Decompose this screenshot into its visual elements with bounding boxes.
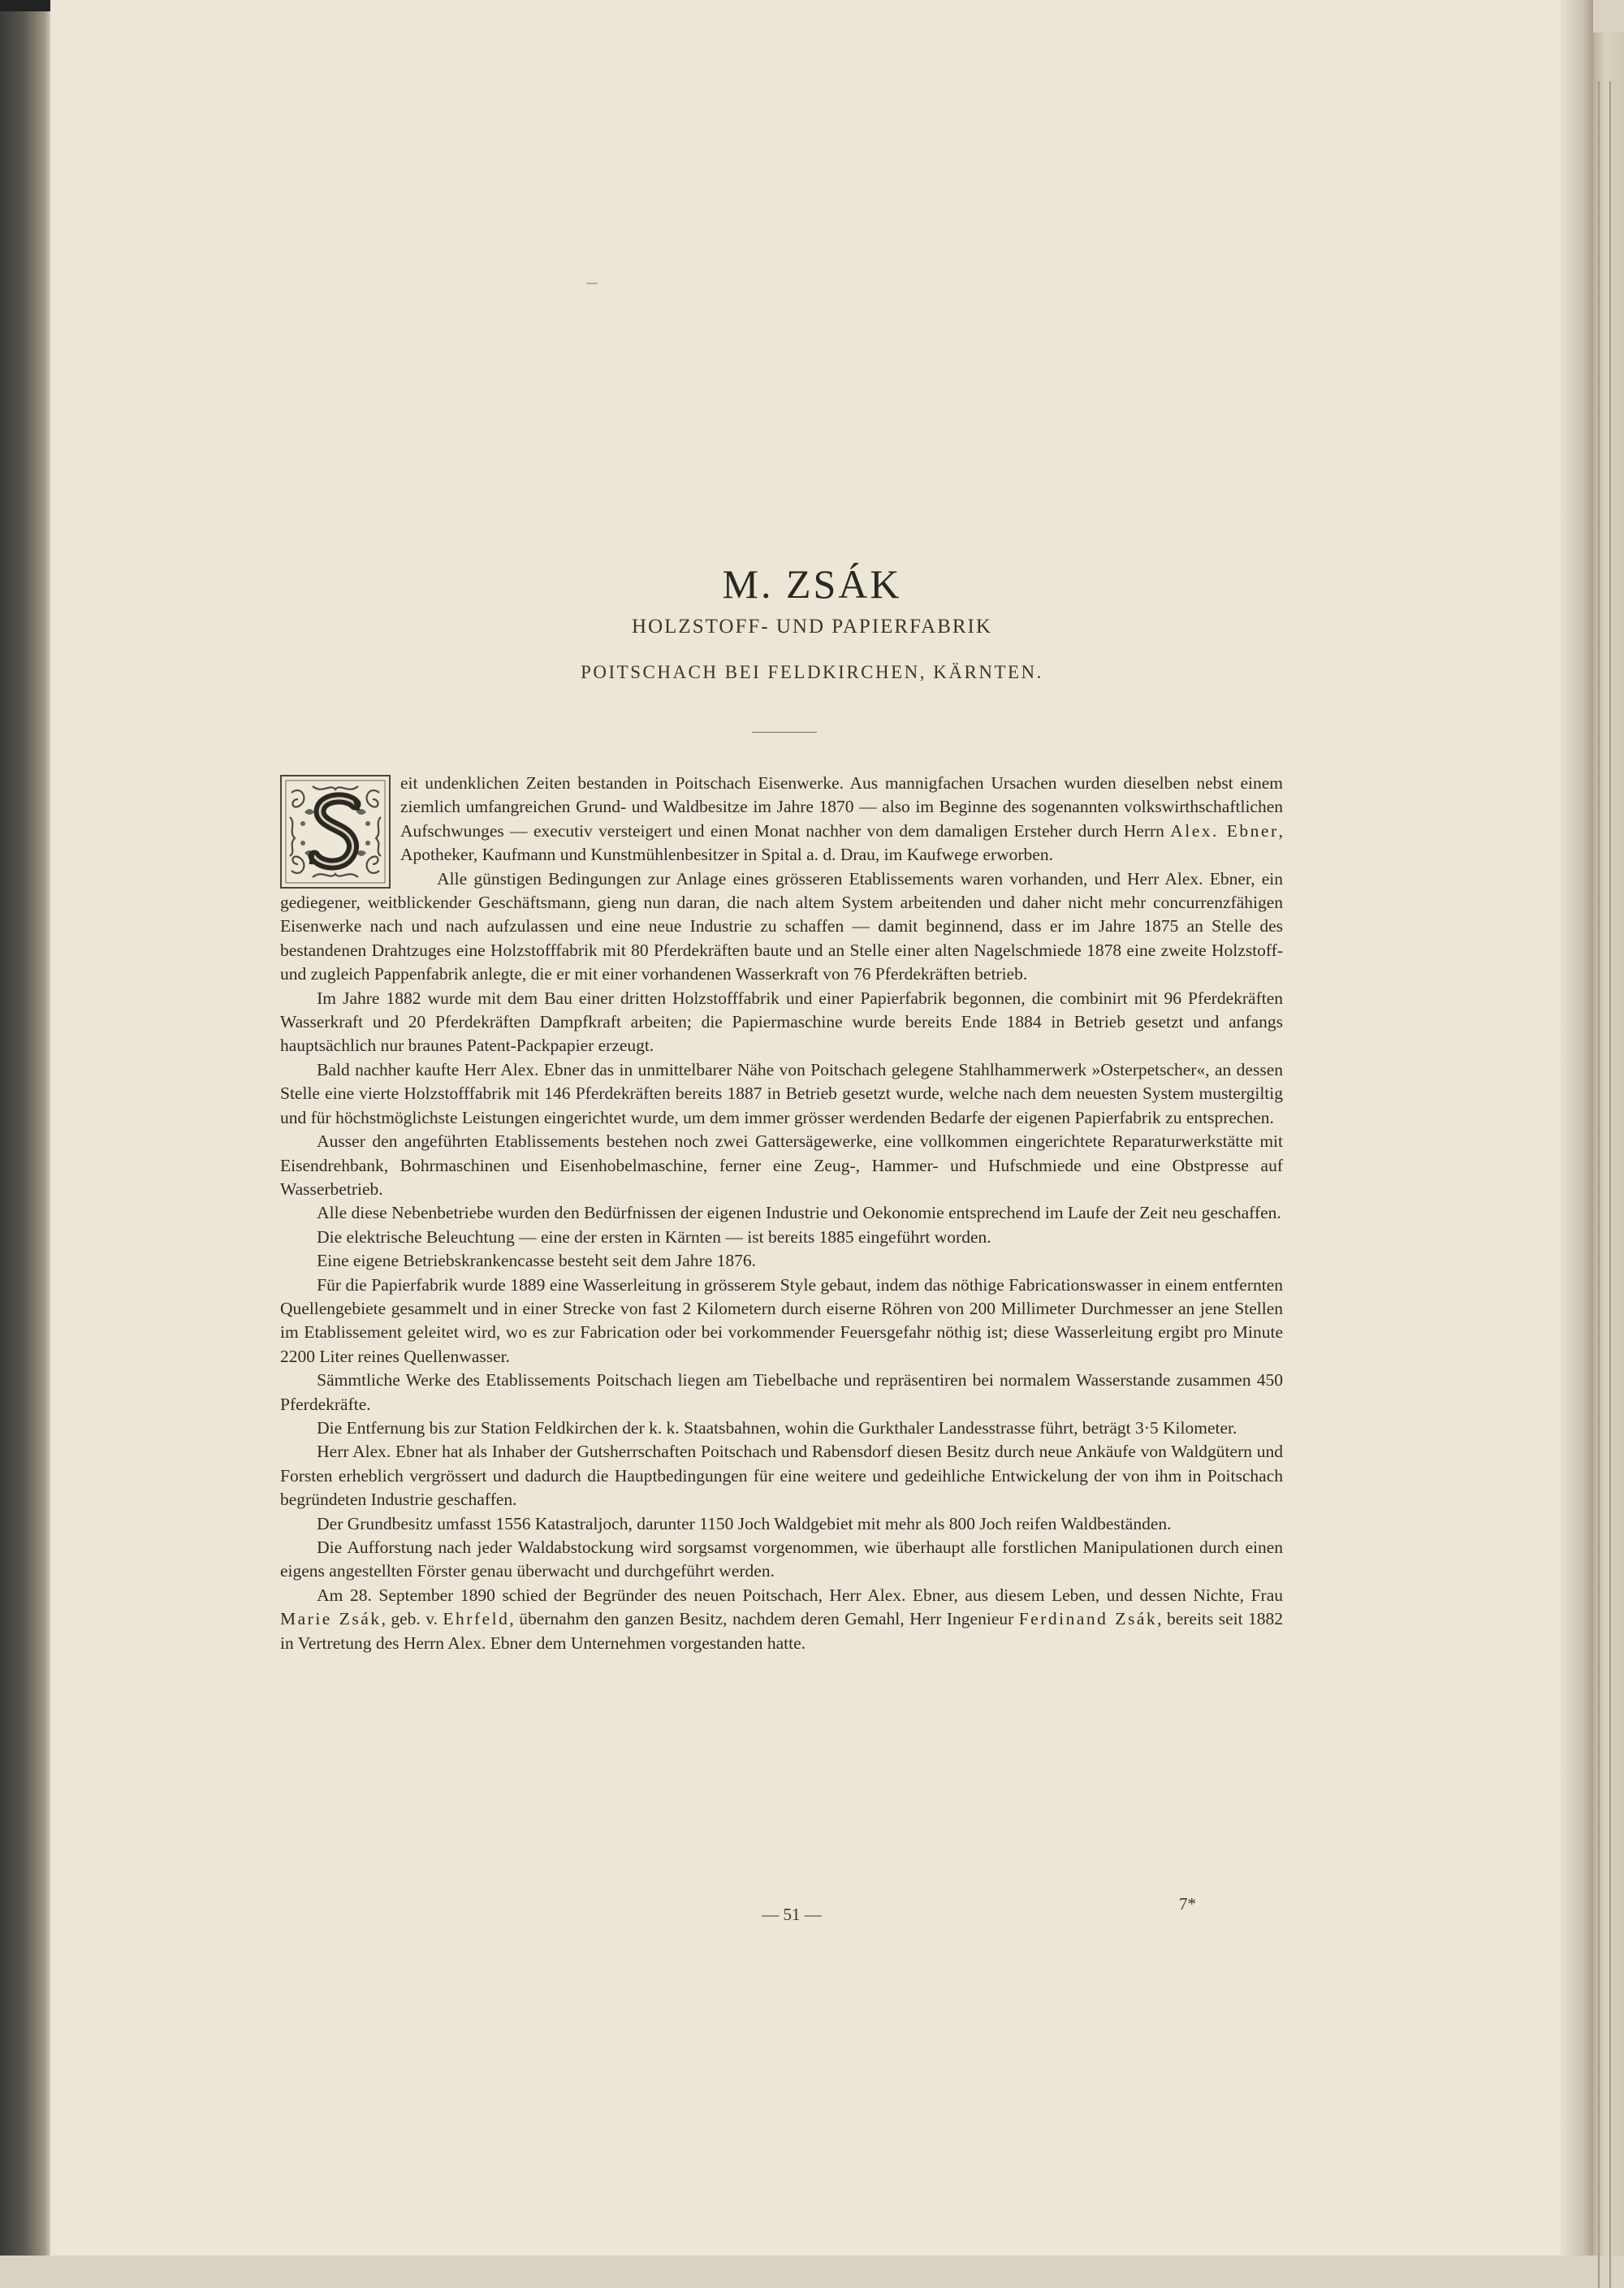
page-number: — 51 — — [762, 1905, 822, 1924]
first-paragraph-text: eit undenklichen Zeiten bestanden in Poitschach Eisenwerke. Aus mannigfachen Ursachen wurden dieselben nebst einem ziemlich umfangreichen Grund- und Waldbesitze im Jahre 1870 — also im Beginne des sogenannten volkswirthschaftlichen Aufschwunges — executiv versteigert und einen Monat nachher von dem damaligen Ersteher durch Herrn — [400, 773, 1283, 841]
paragraph: Ausser den angeführten Etablissements bestehen noch zwei Gattersägewerke, eine vollkommen eingerichtete Reparaturwerkstätte mit Eisendrehbank, Bohrmaschinen und Eisenhobelmaschine, ferner eine Zeug-, Hammer- und Hufschmiede und eine Obstpresse auf Wasserbetrieb. — [280, 1131, 1283, 1199]
paragraph: Bald nachher kaufte Herr Alex. Ebner das in unmittelbarer Nähe von Poitschach gelegene Stahlhammerwerk »Osterpetscher«, an dessen Stelle eine vierte Holzstofffabrik mit 146 Pferdekräften bereits 1887 in Betrieb gesetzt wurde, welche nach dem neuesten System mustergiltig und für höchstmöglichste Leistungen eingerichtet wurde, um dem immer grösser werdenden Bedarfe der eigenen Papierfabrik zu entsprechen. — [280, 1059, 1283, 1127]
paragraph: Die Entfernung bis zur Station Feldkirchen der k. k. Staatsbahnen, wohin die Gurkthaler Landesstrasse führt, beträgt 3·5 Kilometer. — [317, 1417, 1237, 1438]
paragraph: Alle diese Nebenbetriebe wurden den Bedürfnissen der eigenen Industrie und Oekonomie entsprechend im Laufe der Zeit neu geschaffen. — [317, 1203, 1281, 1223]
paragraph: Die Aufforstung nach jeder Waldabstockung wird sorgsamst vorgenommen, wie überhaupt alle forstlichen Manipulationen durch einen eigens angestellten Förster genau überwacht und durchgeführt werden. — [280, 1538, 1283, 1581]
last-paragraph-text: , übernahm den ganzen Besitz, nachdem deren Gemahl, Herr Ingenieur — [509, 1609, 1019, 1629]
last-paragraph-text: , bereits seit 1882 in Vertretung des Herrn Alex. Ebner dem Unternehmen vorgestanden hatte. — [280, 1609, 1283, 1653]
title-divider — [752, 732, 817, 733]
page-edge-line — [1598, 81, 1600, 2288]
paragraph: Alle günstigen Bedingungen zur Anlage eines grösseren Etablissements waren vorhanden, und Herr Alex. Ebner, ein gediegener, weitblickender Geschäftsmann, gieng nun daran, die nach altem System arbeitenden und daher nicht mehr concurrenzfähigen Eisenwerke nach und nach aufzulassen und eine neue Industrie zu schaffen — damit beginnend, dass er im Jahre 1875 an Stelle des bestandenen Drahtzuges eine Holzstofffabrik mit 80 Pferdekräften baute und an Stelle einer alten Nagelschmiede 1878 eine zweite Holzstoff- und zugleich Pappenfabrik anlegte, die er mit einer vorhandenen Wasserkraft von 76 Pferdekräften betrieb. — [280, 868, 1283, 984]
paragraph: Im Jahre 1882 wurde mit dem Bau einer dritten Holzstofffabrik und einer Papierfabrik begonnen, die combinirt mit 96 Pferdekräften Wasserkraft und 20 Pferdekräften Dampfkraft arbeiten; die Papiermaschine wurde bereits Ende 1884 in Betrieb gesetzt und anfangs hauptsächlich nur braunes Patent-Packpapier erzeugt. — [280, 988, 1283, 1056]
paragraph: Sämmtliche Werke des Etablissements Poitschach liegen am Tiebelbache und repräsentiren bei normalem Wasserstande zusammen 450 Pferdekräfte. — [280, 1370, 1283, 1414]
paragraph — [280, 772, 1283, 867]
person-name: Ferdinand Zsák — [1018, 1609, 1158, 1629]
page-title: M. ZSÁK — [722, 561, 902, 607]
signature-mark: 7* — [1179, 1894, 1196, 1914]
last-paragraph-text: , geb. v. — [381, 1609, 443, 1629]
person-name: Alex. Ebner — [1170, 820, 1279, 841]
person-name: Marie Zsák — [280, 1609, 382, 1629]
first-paragraph-rest: , Apotheker, Kaufmann und Kunstmühlenbesitzer in Spital a. d. Drau, im Kaufwege erworben. — [400, 820, 1283, 865]
scan-corner — [0, 0, 57, 11]
page-edge-line — [1609, 81, 1611, 2288]
paragraph: Die elektrische Beleuchtung — eine der ersten in Kärnten — ist bereits 1885 eingeführt worden. — [317, 1226, 991, 1247]
paragraph — [280, 1584, 1283, 1655]
paragraph: Eine eigene Betriebskrankencasse besteht seit dem Jahre 1876. — [317, 1251, 757, 1271]
paragraph: Der Grundbesitz umfasst 1556 Katastraljoch, darunter 1150 Joch Waldgebiet mit mehr als 800 Joch reifen Waldbeständen. — [317, 1513, 1172, 1533]
last-paragraph-text: Am 28. September 1890 schied der Begründer des neuen Poitschach, Herr Alex. Ebner, aus diesem Leben, und dessen Nichte, Frau — [317, 1585, 1283, 1605]
ornamental-initial-image — [280, 775, 391, 889]
page-stack-edge — [1593, 32, 1624, 2256]
page-subtitle: HOLZSTOFF- UND PAPIERFABRIK — [632, 616, 992, 638]
person-name: Ehrfeld — [443, 1609, 510, 1629]
scan-left-edge — [0, 0, 50, 2256]
paragraph: Für die Papierfabrik wurde 1889 eine Wasserleitung in grösserem Style gebaut, indem das nöthige Fabricationswasser in einem entfernten Quellengebiete gesammelt und in einer Strecke von fast 2 Kilometern durch eiserne Röhren von 200 Millimeter Durchmesser an jene Stellen im Etablissement geleitet wird, wo es zur Fabrication oder bei vorkommender Feuersgefahr nöthig ist; diese Wasserleitung ergibt pro Minute 2200 Liter reines Quellenwasser. — [280, 1274, 1283, 1366]
article-body — [280, 772, 1283, 1655]
page-location: POITSCHACH BEI FELDKIRCHEN, KÄRNTEN. — [581, 662, 1043, 682]
paper-speck — [586, 283, 598, 284]
paragraph: Herr Alex. Ebner hat als Inhaber der Gutsherrschaften Poitschach und Rabensdorf diesen Besitz durch neue Ankäufe von Waldgütern und Forsten erheblich vergrössert und dadurch die Hauptbedingungen für eine weitere und gedeihliche Entwickelung der von ihm in Poitschach begründeten Industrie geschaffen. — [280, 1442, 1283, 1510]
page-gutter-shadow — [1561, 0, 1593, 2256]
ornamental-initial — [280, 775, 391, 889]
